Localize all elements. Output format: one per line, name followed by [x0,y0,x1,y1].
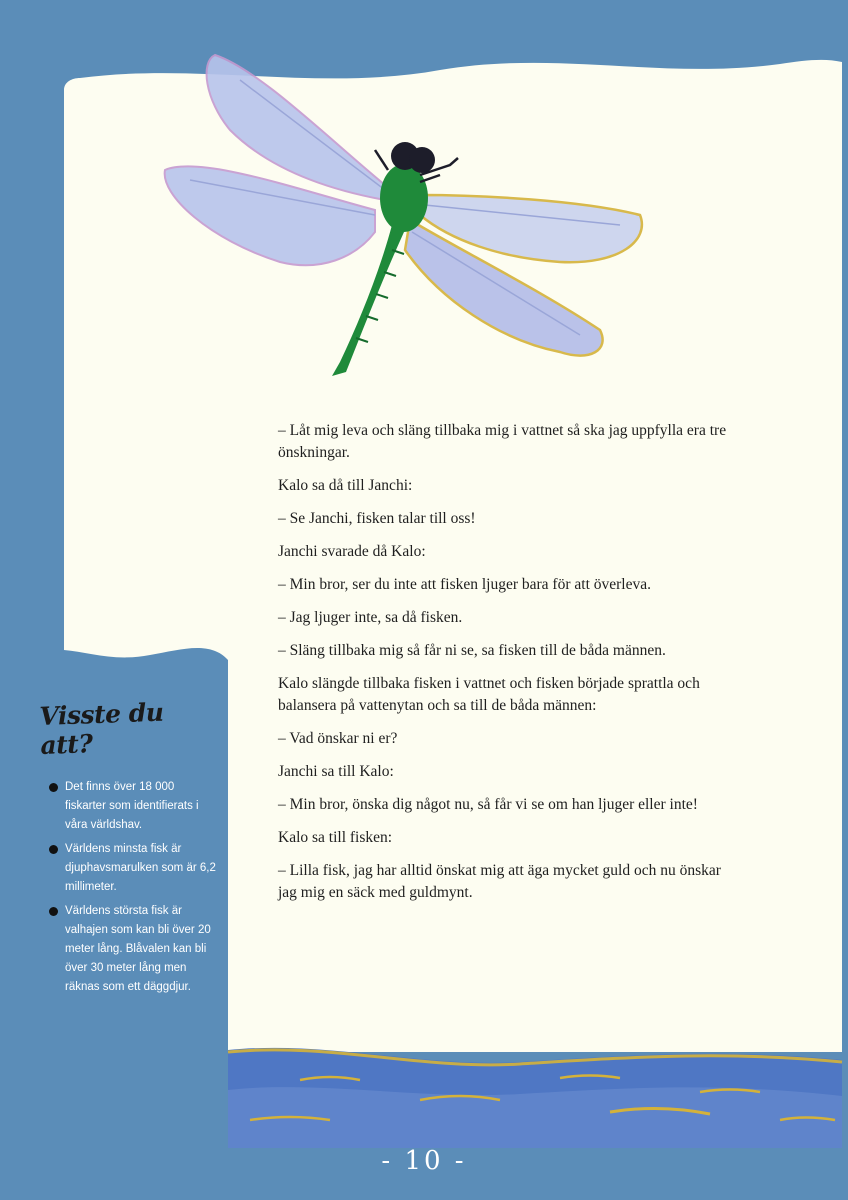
bullet-icon [49,845,58,854]
story-paragraph: – Se Janchi, fisken talar till oss! [278,510,476,527]
story-paragraph: – Min bror, ser du inte att fisken ljuger bara för att överleva. [278,576,651,593]
fact-item [40,902,218,997]
story-paragraph: Kalo slängde tillbaka fisken i vattnet och fisken började sprattla och balansera på vattenytan och sa till de båda männen: [278,675,700,714]
story-paragraph: Kalo sa då till Janchi: [278,477,413,494]
story-paragraph: – Lilla fisk, jag har alltid önskat mig att äga mycket guld och nu önskar jag mig en säck med guldmynt. [278,862,721,901]
fact-list [40,778,218,997]
bullet-icon [49,783,58,792]
fact-item [40,778,218,835]
fact-item [40,840,218,897]
fact-box-title: Visste du att? [38,697,164,760]
story-paragraph: Janchi sa till Kalo: [278,763,394,780]
fact-box [38,697,218,1002]
page-number: - 10 - [381,1146,467,1176]
water-illustration [228,1048,842,1148]
fact-item-text: Världens största fisk är valhajen som kan bli över 20 meter lång. Blåvalen kan bli över 30 meter lång men räknas som ett däggdjur. [65,905,211,993]
fact-item-text: Världens minsta fisk är djuphavsmarulken som är 6,2 millimeter. [65,843,216,893]
fact-item-text: Det finns över 18 000 fiskarter som identifierats i våra världshav. [65,781,199,831]
story-paragraph: – Min bror, önska dig något nu, så får vi se om han ljuger eller inte! [278,796,698,813]
story-text [278,420,728,915]
story-paragraph: Janchi svarade då Kalo: [278,543,426,560]
story-paragraph: – Jag ljuger inte, sa då fisken. [278,609,463,626]
story-paragraph: – Släng tillbaka mig så får ni se, sa fisken till de båda männen. [278,642,666,659]
bullet-icon [49,907,58,916]
story-paragraph: – Vad önskar ni er? [278,730,398,747]
story-paragraph: Kalo sa till fisken: [278,829,393,846]
story-paragraph: – Låt mig leva och släng tillbaka mig i vattnet så ska jag uppfylla era tre önskningar. [278,422,727,461]
